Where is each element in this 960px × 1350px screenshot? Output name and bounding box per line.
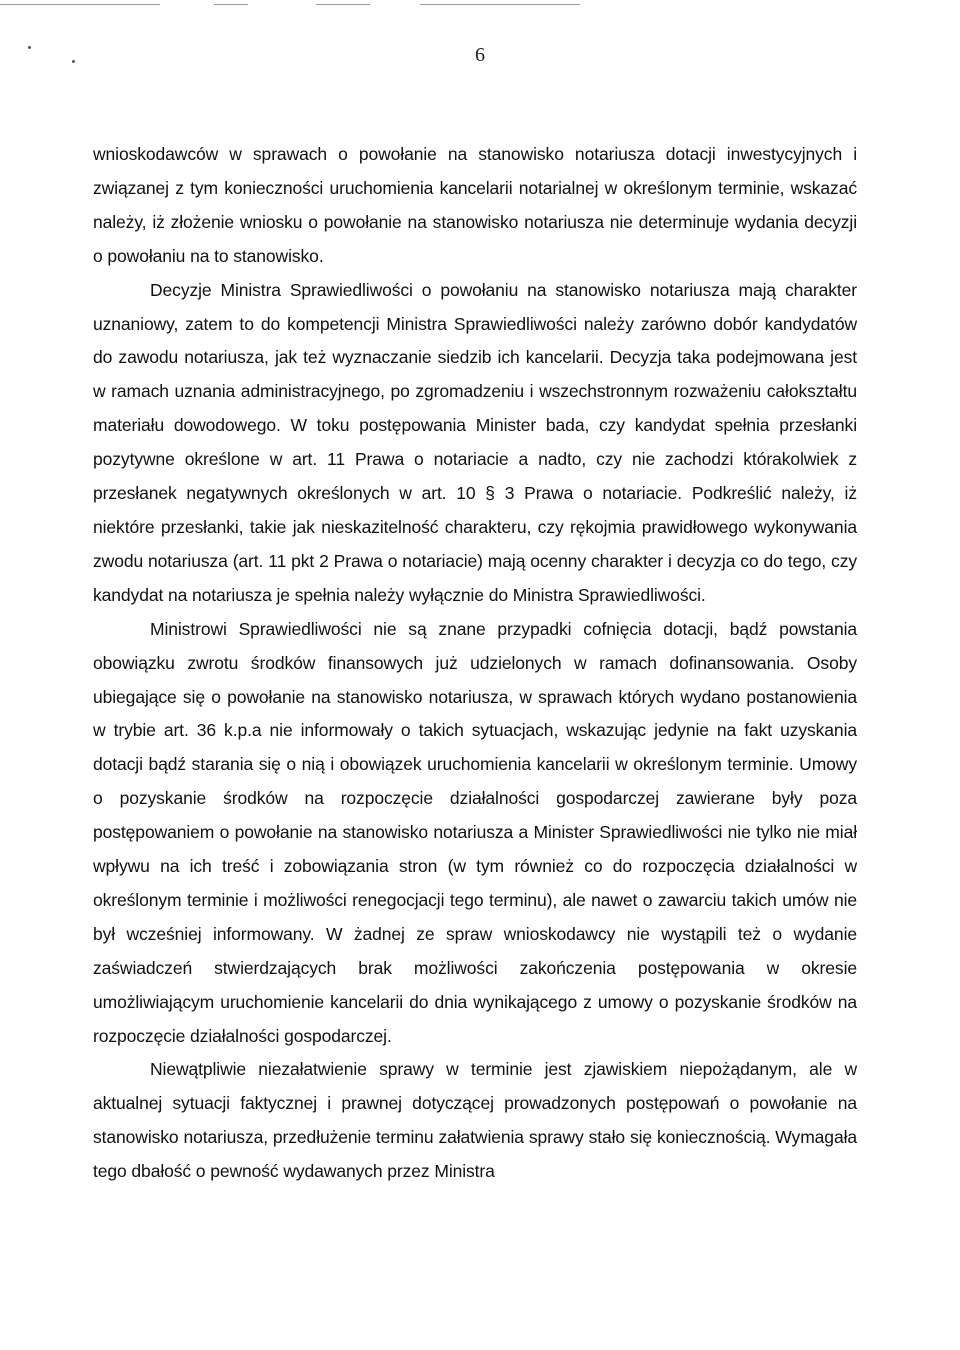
scan-border-line: [420, 4, 580, 5]
scan-border-line: [0, 4, 160, 5]
paragraph: Ministrowi Sprawiedliwości nie są znane przypadki cofnięcia dotacji, bądź powstania obowiązku zwrotu środków finansowych już udzielonych w ramach dofinansowania. Osoby ubiegające się o powołanie na stanowisko notariusza, w sprawach których wydano postanowienia w trybie art. 36 k.p.a nie informowały o takich sytuacjach, wskazując jedynie na fakt uzyskania dotacji bądź starania się o nią i obowiązek uruchomienia kancelarii w określonym terminie. Umowy o pozyskanie środków na rozpoczęcie działalności gospodarczej zawierane były poza postępowaniem o powołanie na stanowisko notariusza a Minister Sprawiedliwości nie tylko nie miał wpływu na ich treść i zobowiązania stron (w tym również co do rozpoczęcia działalności w określonym terminie i możliwości renegocjacji tego terminu), ale nawet o zawarciu takich umów nie był wcześniej informowany. W żadnej ze spraw wnioskodawcy nie wystąpili też o wydanie zaświadczeń stwierdzających brak możliwości zakończenia postępowania w okresie umożliwiającym uruchomienie kancelarii do dnia wynikającego z umowy o pozyskanie środków na rozpoczęcie działalności gospodarczej.: [93, 618, 857, 1046]
document-body: [93, 138, 857, 1189]
scan-border-line: [316, 4, 370, 5]
scan-border-line: [214, 4, 248, 5]
paragraph: wnioskodawców w sprawach o powołanie na stanowisko notariusza dotacji inwestycyjnych i związanej z tym konieczności uruchomienia kancelarii notarialnej w określonym terminie, wskazać należy, iż złożenie wniosku o powołanie na stanowisko notariusza nie determinuje wydania decyzji o powołaniu na to stanowisko.: [93, 144, 857, 266]
paragraph: Niewątpliwie niezałatwienie sprawy w terminie jest zjawiskiem niepożądanym, ale w aktualnej sytuacji faktycznej i prawnej dotyczącej prowadzonych postępowań o powołanie na stanowisko notariusza, przedłużenie terminu załatwienia sprawy stało się koniecznością. Wymagała tego dbałość o pewność wydawanych przez Ministra: [93, 1059, 857, 1182]
page-number: 6: [475, 44, 485, 66]
paragraph: Decyzje Ministra Sprawiedliwości o powołaniu na stanowisko notariusza mają charakter uznaniowy, zatem to do kompetencji Ministra Sprawiedliwości należy zarówno dobór kandydatów do zawodu notariusza, jak też wyznaczanie siedzib ich kancelarii. Decyzja taka podejmowana jest w ramach uznania administracyjnego, po zgromadzeniu i wszechstronnym rozważeniu całokształtu materiału dowodowego. W toku postępowania Minister bada, czy kandydat spełnia przesłanki pozytywne określone w art. 11 Prawa o notariacie a nadto, czy nie zachodzi którakolwiek z przesłanek negatywnych określonych w art. 10 § 3 Prawa o notariacie. Podkreślić należy, iż niektóre przesłanki, takie jak nieskazitelność charakteru, czy rękojmia prawidłowego wykonywania zwodu notariusza (art. 11 pkt 2 Prawa o notariacie) mają ocenny charakter i decyzja co do tego, czy kandydat na notariusza je spełnia należy wyłącznie do Ministra Sprawiedliwości.: [93, 279, 857, 605]
